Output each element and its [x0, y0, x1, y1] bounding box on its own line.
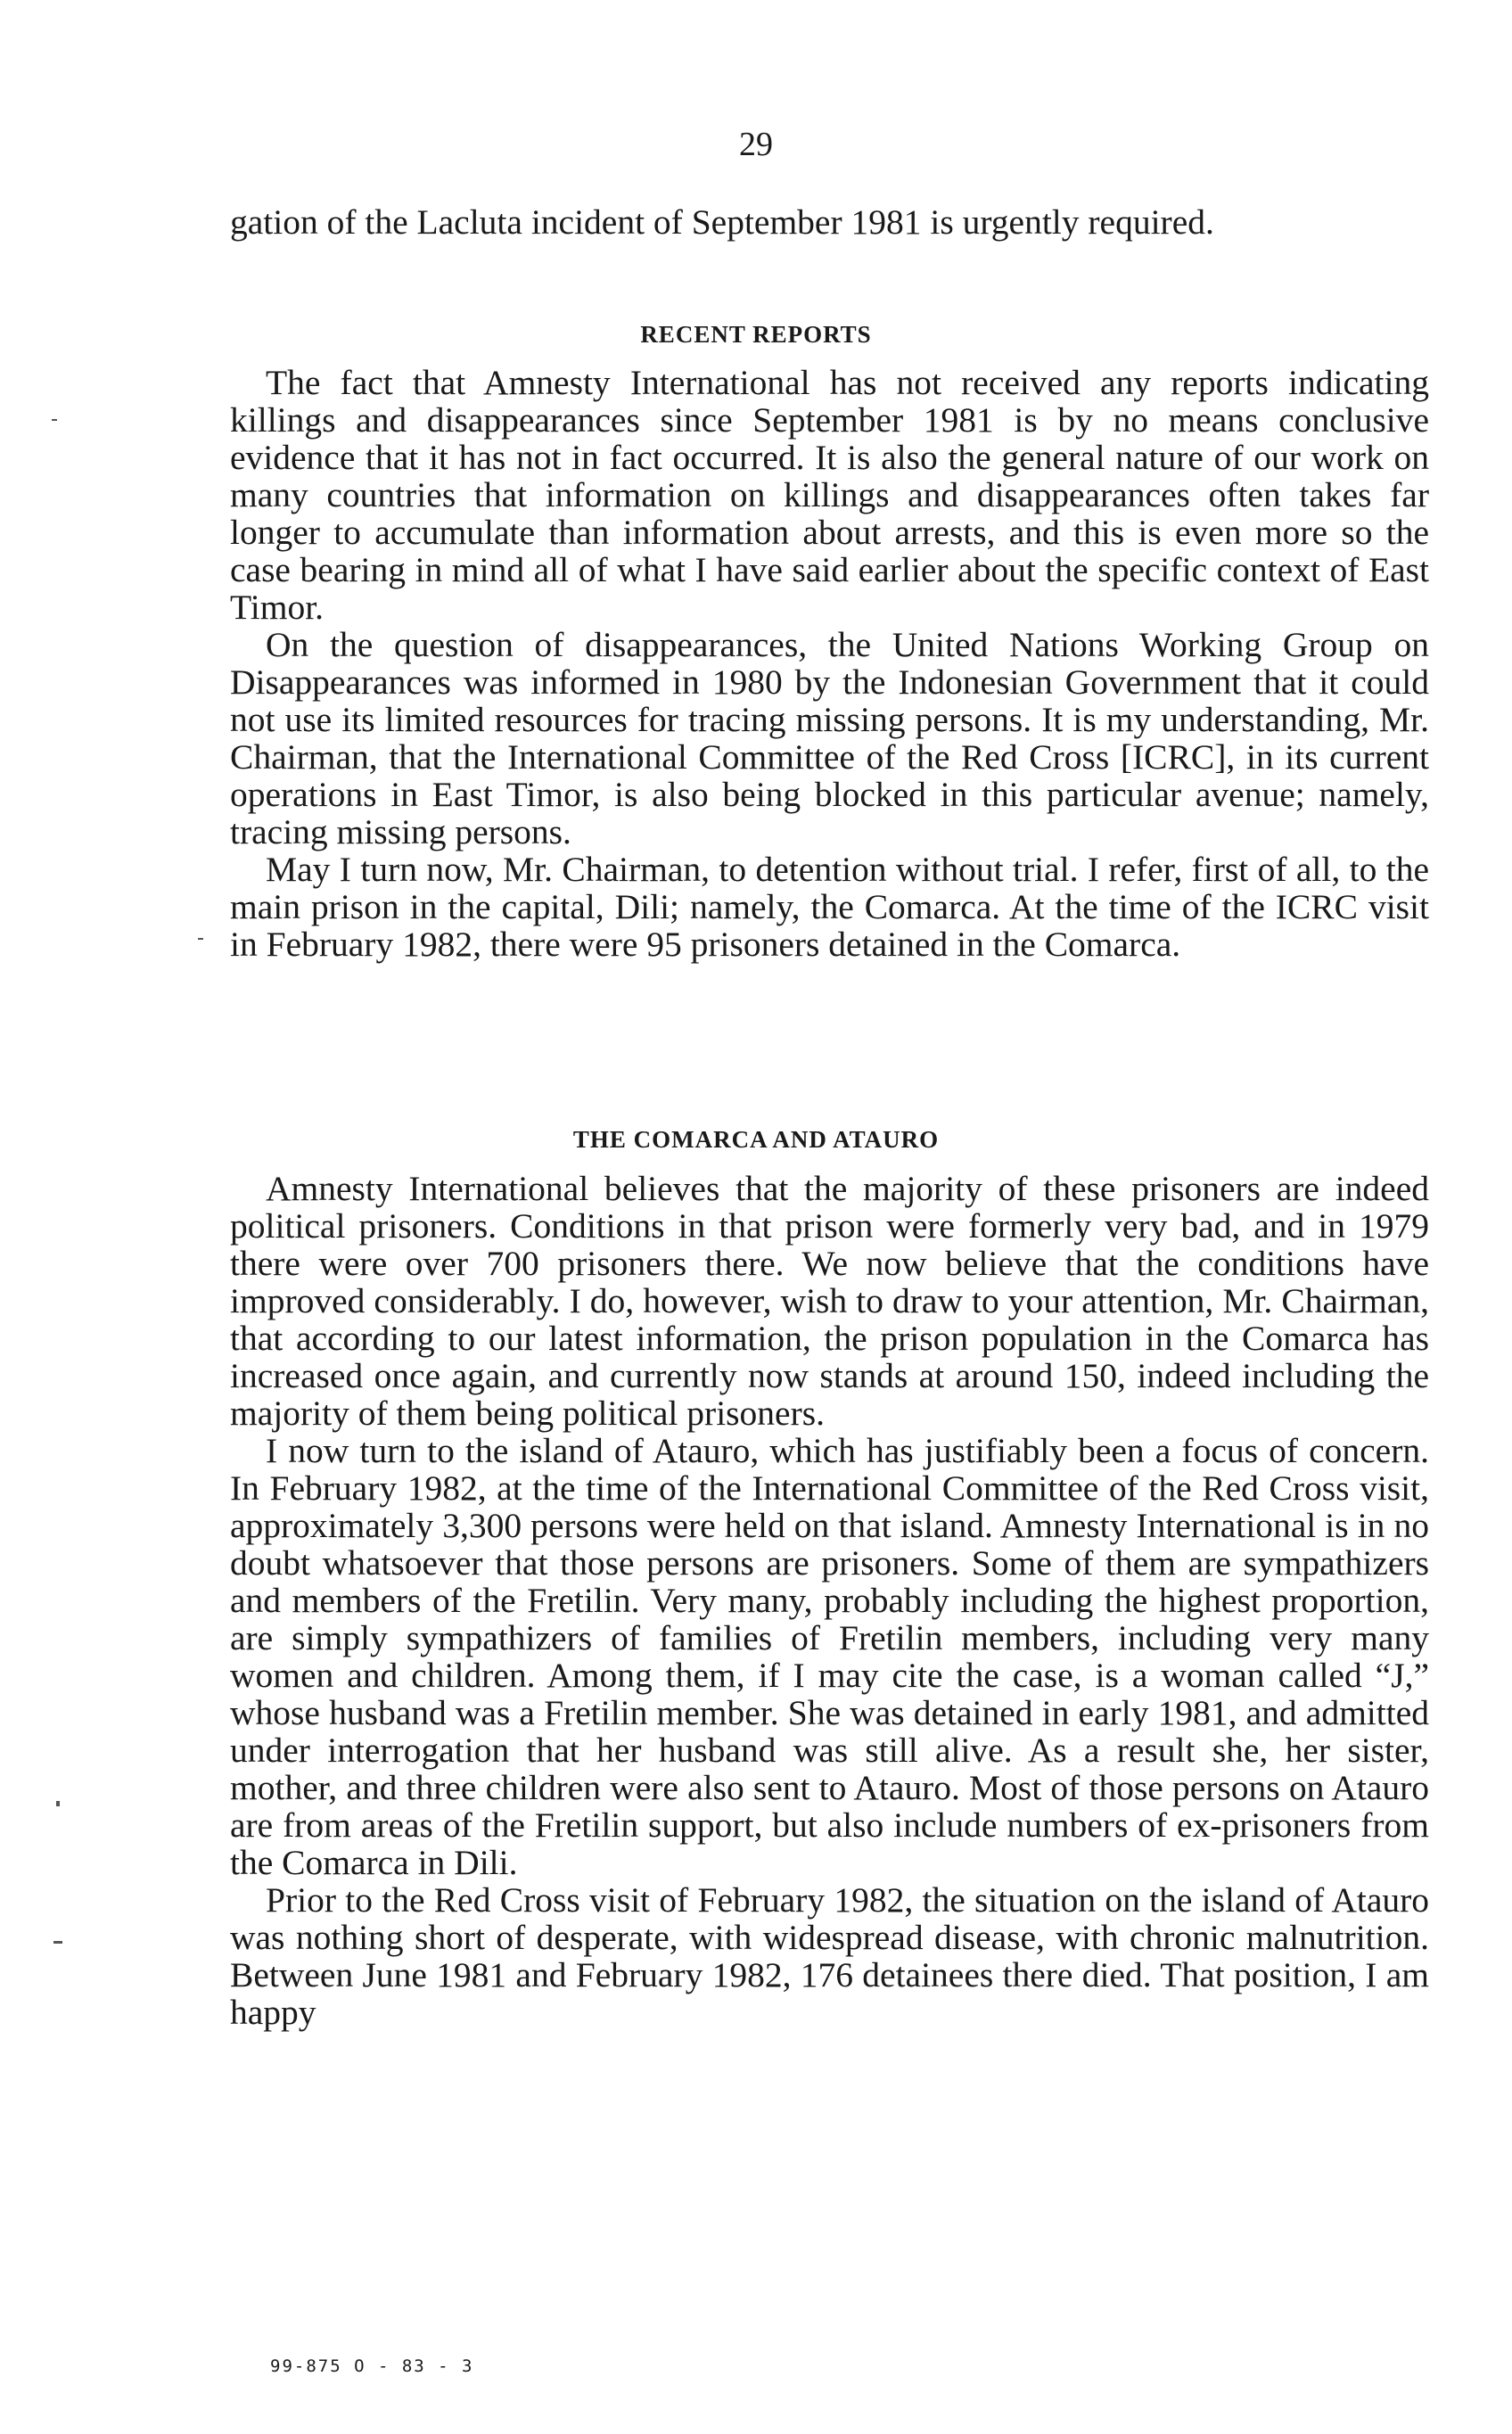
section-heading-recent-reports: RECENT REPORTS: [640, 321, 872, 348]
paragraph: The fact that Amnesty International has not received any reports indicating killings and disappearances since September 1981 is by no means conclusive evidence that it has not in fact occurred. It is also the general nature of our work on many countries that information on killings and disappearances often takes far longer to accumulate than information about arrests, and this is even more so the case bearing in mind all of what I have said earlier about the specific context of East Timor.: [230, 363, 1429, 627]
paragraph: May I turn now, Mr. Chairman, to detention without trial. I refer, first of all, to the main prison in the capital, Dili; namely, the Comarca. At the time of the ICRC visit in February 1982, there were 95 prisoners detained in the Comarca.: [230, 850, 1429, 964]
margin-mark: [53, 1941, 62, 1944]
margin-mark: [52, 419, 57, 421]
paragraph: Prior to the Red Cross visit of February 1982, the situation on the island of Atauro was nothing short of desperate, with widespread disease, with chronic malnutrition. Between June 1981 and February 1982, 176 detainees there died. That position, I am happy: [230, 1880, 1429, 2032]
margin-mark: [56, 1801, 60, 1806]
paragraph: Amnesty International believes that the majority of these prisoners are indeed political prisoners. Conditions in that prison were formerly very bad, and in 1979 there were over 700 prisoners there. We now believe that the conditions have improved considerably. I do, however, wish to draw to your attention, Mr. Chairman, that according to our latest information, the prison population in the Comarca has increased once again, and currently now stands at around 150, indeed including the majority of them being political prisoners.: [230, 1169, 1429, 1433]
paragraph: I now turn to the island of Atauro, which has justifiably been a focus of concern. In February 1982, at the time of the International Committee of the Red Cross visit, approximately 3,300 persons were held on that island. Amnesty International is in no doubt whatsoever that those persons are prisoners. Some of them are sympathizers and members of the Fretilin. Very many, probably including the highest proportion, are simply sympathizers of families of Fretilin members, including very many women and children. Among them, if I may cite the case, is a woman called “J,” whose husband was a Fretilin member. She was detained in early 1981, and admitted under interrogation that her husband was still alive. As a result she, her sister, mother, and three children were also sent to Atauro. Most of those persons on Atauro are from areas of the Fretilin support, but also include numbers of ex-prisoners from the Comarca in Dili.: [230, 1431, 1429, 1882]
text-block-comarca-atauro: [230, 1170, 1429, 2031]
page-number: 29: [739, 126, 773, 163]
footer-print-code: 99-875 O - 83 - 3: [270, 2356, 474, 2376]
intro-paragraph: gation of the Lacluta incident of September 1981 is urgently required.: [230, 202, 1214, 242]
section-heading-comarca-atauro: THE COMARCA AND ATAURO: [572, 1126, 940, 1153]
text-block-recent-reports: [230, 364, 1429, 963]
paragraph: On the question of disappearances, the United Nations Working Group on Disappearances was informed in 1980 by the Indonesian Government that it could not use its limited resources for tracing missing persons. It is my understanding, Mr. Chairman, that the International Committee of the Red Cross [ICRC], in its current operations in East Timor, is also being blocked in this particular avenue; namely, tracing missing persons.: [230, 625, 1429, 851]
margin-mark: [198, 938, 203, 940]
text-block-intro: [230, 203, 1429, 241]
